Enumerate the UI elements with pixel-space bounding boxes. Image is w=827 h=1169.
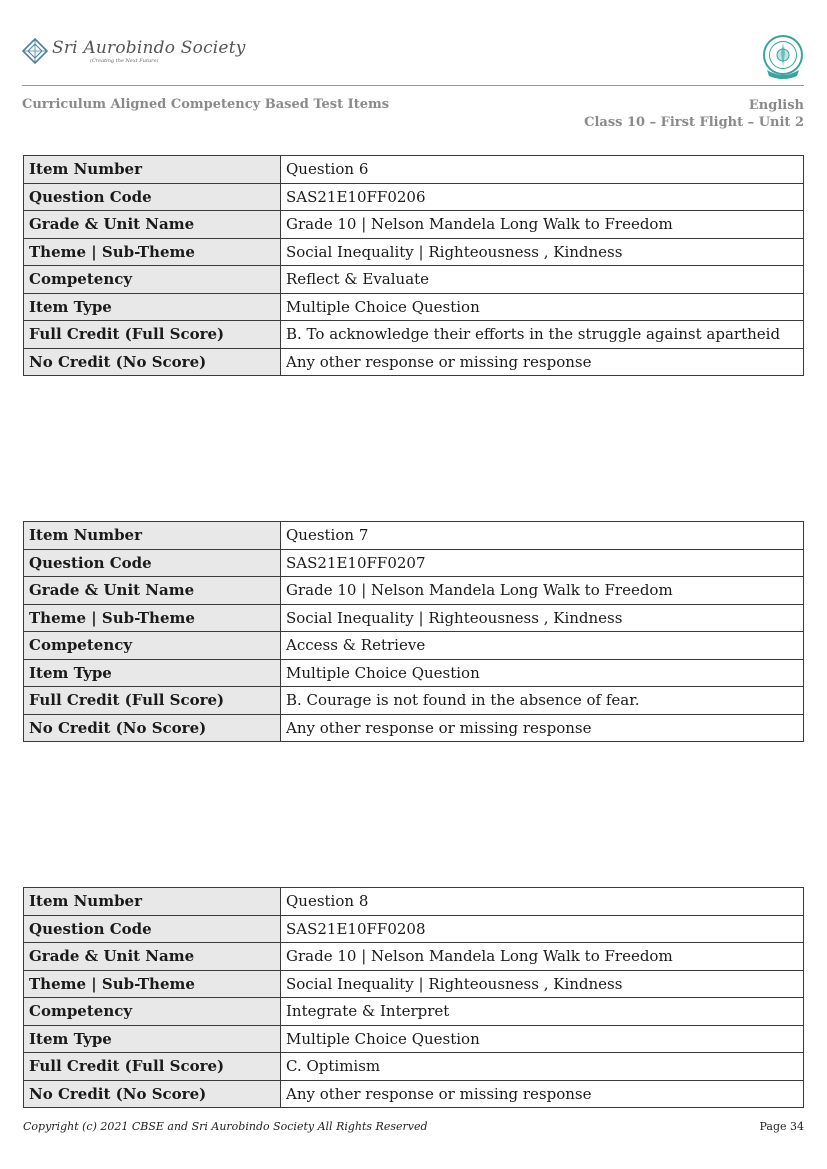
label-no-credit: No Credit (No Score) [24,714,281,742]
subject-name: English [748,98,804,113]
value-grade-unit: Grade 10 | Nelson Mandela Long Walk to Freedom [281,943,804,971]
value-item-number: Question 7 [281,522,804,550]
label-item-type: Item Type [24,659,281,687]
page-number: Page 34 [759,1120,804,1133]
table-row [24,1053,804,1081]
value-item-number: Question 8 [281,888,804,916]
value-item-number: Question 6 [281,156,804,184]
value-item-type: Multiple Choice Question [281,1025,804,1053]
value-no-credit: Any other response or missing response [281,1080,804,1108]
table-row [24,659,804,687]
value-competency: Integrate & Interpret [281,998,804,1026]
label-question-code: Question Code [24,915,281,943]
item-table-question-8 [23,887,804,1108]
table-row [24,687,804,715]
table-row [24,577,804,605]
label-item-number: Item Number [24,156,281,184]
table-row [24,238,804,266]
label-competency: Competency [24,998,281,1026]
label-item-number: Item Number [24,522,281,550]
table-row [24,348,804,376]
value-competency: Access & Retrieve [281,632,804,660]
value-full-credit: B. Courage is not found in the absence of fear. [281,687,804,715]
class-unit: Class 10 – First Flight – Unit 2 [584,115,804,130]
table-row [24,604,804,632]
value-theme: Social Inequality | Righteousness , Kindness [281,238,804,266]
label-grade-unit: Grade & Unit Name [24,943,281,971]
value-competency: Reflect & Evaluate [281,266,804,294]
copyright-notice: Copyright (c) 2021 CBSE and Sri Aurobindo Society All Rights Reserved [23,1120,428,1133]
label-theme: Theme | Sub-Theme [24,238,281,266]
value-question-code: SAS21E10FF0208 [281,915,804,943]
document-title: Curriculum Aligned Competency Based Test Items [22,97,390,112]
table-row [24,522,804,550]
label-no-credit: No Credit (No Score) [24,1080,281,1108]
table-row [24,549,804,577]
label-competency: Competency [24,266,281,294]
table-row [24,211,804,239]
brand-tagline: (Creating the Next Future) [90,58,159,64]
table-row [24,714,804,742]
table-row [24,632,804,660]
table-row [24,156,804,184]
cbse-seal-icon [761,34,805,80]
label-item-type: Item Type [24,1025,281,1053]
value-item-type: Multiple Choice Question [281,659,804,687]
label-no-credit: No Credit (No Score) [24,348,281,376]
table-row [24,1080,804,1108]
table-row [24,183,804,211]
diamond-emblem-icon [22,38,48,64]
label-theme: Theme | Sub-Theme [24,604,281,632]
table-row [24,321,804,349]
value-full-credit: C. Optimism [281,1053,804,1081]
table-row [24,266,804,294]
label-grade-unit: Grade & Unit Name [24,211,281,239]
value-question-code: SAS21E10FF0206 [281,183,804,211]
item-table-question-7 [23,521,804,742]
label-item-type: Item Type [24,293,281,321]
label-question-code: Question Code [24,183,281,211]
label-question-code: Question Code [24,549,281,577]
value-theme: Social Inequality | Righteousness , Kindness [281,604,804,632]
table-row [24,1025,804,1053]
label-competency: Competency [24,632,281,660]
table-row [24,943,804,971]
value-no-credit: Any other response or missing response [281,348,804,376]
label-full-credit: Full Credit (Full Score) [24,321,281,349]
value-grade-unit: Grade 10 | Nelson Mandela Long Walk to Freedom [281,211,804,239]
brand-name: Sri Aurobindo Society [52,38,246,58]
value-question-code: SAS21E10FF0207 [281,549,804,577]
label-full-credit: Full Credit (Full Score) [24,687,281,715]
header-divider [22,85,804,86]
table-row [24,970,804,998]
value-theme: Social Inequality | Righteousness , Kindness [281,970,804,998]
value-full-credit: B. To acknowledge their efforts in the struggle against apartheid [281,321,804,349]
table-row [24,293,804,321]
subject-info [584,97,804,131]
value-item-type: Multiple Choice Question [281,293,804,321]
label-item-number: Item Number [24,888,281,916]
value-grade-unit: Grade 10 | Nelson Mandela Long Walk to Freedom [281,577,804,605]
table-row [24,888,804,916]
label-theme: Theme | Sub-Theme [24,970,281,998]
label-grade-unit: Grade & Unit Name [24,577,281,605]
item-table-question-6 [23,155,804,376]
label-full-credit: Full Credit (Full Score) [24,1053,281,1081]
value-no-credit: Any other response or missing response [281,714,804,742]
sri-aurobindo-society-logo [22,36,246,68]
table-row [24,915,804,943]
table-row [24,998,804,1026]
